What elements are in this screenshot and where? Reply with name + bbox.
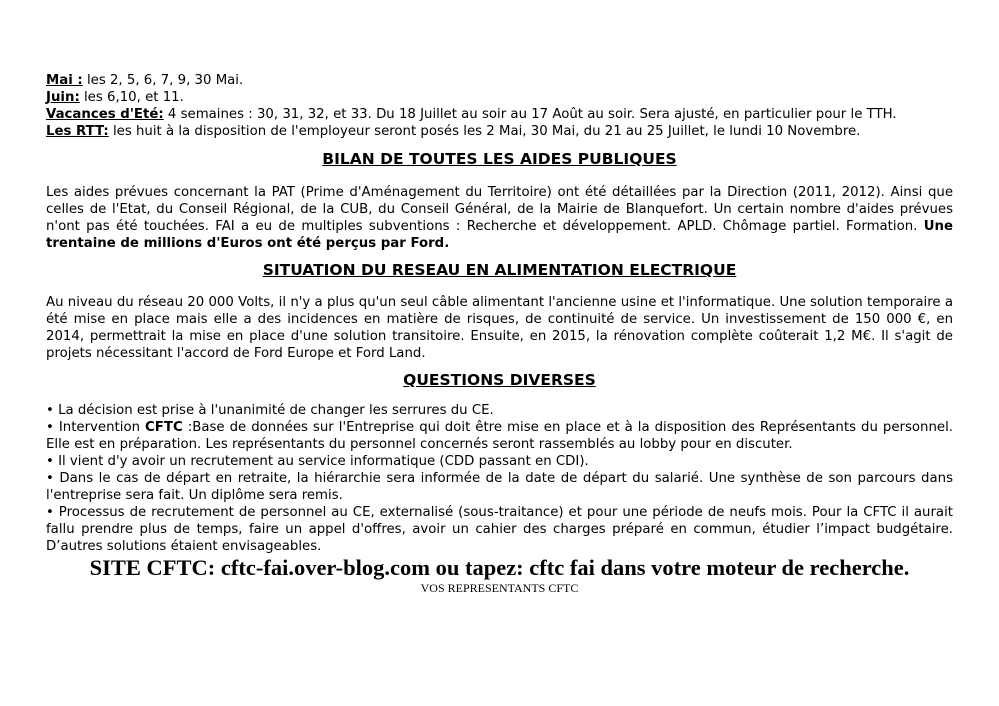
site-cftc-line: SITE CFTC: cftc-fai.over-blog.com ou tapez: cftc fai dans votre moteur de recherche. bbox=[89, 555, 910, 580]
rtt-text: les huit à la disposition de l'employeur seront posés les 2 Mai, 30 Mai, du 21 au 25 Juillet, le lundi 10 Novembre. bbox=[108, 124, 861, 139]
schedule-juin bbox=[46, 89, 953, 106]
question-item-1: • La décision est prise à l'unanimité de changer les serrures du CE. bbox=[46, 403, 494, 418]
vacances-text: 4 semaines : 30, 31, 32, et 33. Du 18 Juillet au soir au 17 Août au soir. Sera ajusté, en particulier pour le TTH. bbox=[163, 107, 897, 122]
question-item-2 bbox=[46, 419, 953, 453]
representants-line: VOS REPRESENTANTS CFTC bbox=[420, 581, 579, 595]
aides-body: Les aides prévues concernant la PAT (Prime d'Aménagement du Territoire) ont été détaillées par la Direction (2011, 2012). Ainsi que celles de l'Etat, du Conseil Régional, de la CUB, du Conseil Général, de la Mairie de Blanquefort. Un certain nombre d'aides prévues n'ont pas été touchées. FAI a eu de multiples subventions : Recherche et développement. APLD. Chômage partiel. Formation. bbox=[46, 185, 953, 234]
vacances-label: Vacances d'Eté: bbox=[46, 107, 164, 122]
reseau-paragraph: Au niveau du réseau 20 000 Volts, il n'y a plus qu'un seul câble alimentant l'ancienne usine et l'informatique. Une solution temporaire a été mise en place mais elle a des incidences en matière de risques, de continuité de service. Un investissement de 150 000 €, en 2014, permettrait la mise en place d'une solution transitoire. Ensuite, en 2015, la rénovation complète coûterait 1,2 M€. Il s'agit de projets nécessitant l'accord de Ford Europe et Ford Land. bbox=[46, 295, 953, 361]
schedule-mai bbox=[46, 72, 953, 89]
aides-heading: BILAN DE TOUTES LES AIDES PUBLIQUES bbox=[322, 150, 677, 168]
question-item-3: • Il vient d'y avoir un recrutement au service informatique (CDD passant en CDI). bbox=[46, 454, 589, 469]
aides-bold: Une trentaine de millions d'Euros ont été perçus par Ford. bbox=[46, 219, 953, 251]
question-item-2-pre: • Intervention bbox=[46, 420, 146, 435]
aides-paragraph bbox=[46, 184, 953, 252]
juin-label: Juin: bbox=[46, 90, 80, 105]
rtt-label: Les RTT: bbox=[46, 124, 109, 139]
question-item-5: • Processus de recrutement de personnel au CE, externalisé (sous-traitance) et pour une période de neufs mois. Pour la CFTC il aurait fallu prendre plus de temps, faire un appel d'offres, avoir un cahier des charges préparé en commun, étudier l’impact budgétaire. D’autres solutions étaient envisageables. bbox=[46, 505, 953, 554]
mai-text: les 2, 5, 6, 7, 9, 30 Mai. bbox=[82, 73, 244, 88]
question-item-2-bold: CFTC bbox=[145, 420, 183, 435]
schedule-rtt bbox=[46, 123, 953, 140]
mai-label: Mai : bbox=[46, 73, 83, 88]
question-item-2-post: :Base de données sur l'Entreprise qui doit être mise en place et à la disposition des Représentants du personnel. Elle est en préparation. Les représentants du personnel concernés seront rassemblés au lobby pour en discuter. bbox=[46, 420, 953, 452]
schedule-vacances bbox=[46, 106, 953, 123]
questions-heading: QUESTIONS DIVERSES bbox=[403, 371, 596, 389]
juin-text: les 6,10, et 11. bbox=[79, 90, 184, 105]
question-item-4: • Dans le cas de départ en retraite, la hiérarchie sera informée de la date de départ du salarié. Une synthèse de son parcours dans l'entreprise sera fait. Un diplôme sera remis. bbox=[46, 471, 953, 503]
reseau-heading: SITUATION DU RESEAU EN ALIMENTATION ELECTRIQUE bbox=[262, 261, 737, 279]
document-content bbox=[46, 72, 953, 596]
